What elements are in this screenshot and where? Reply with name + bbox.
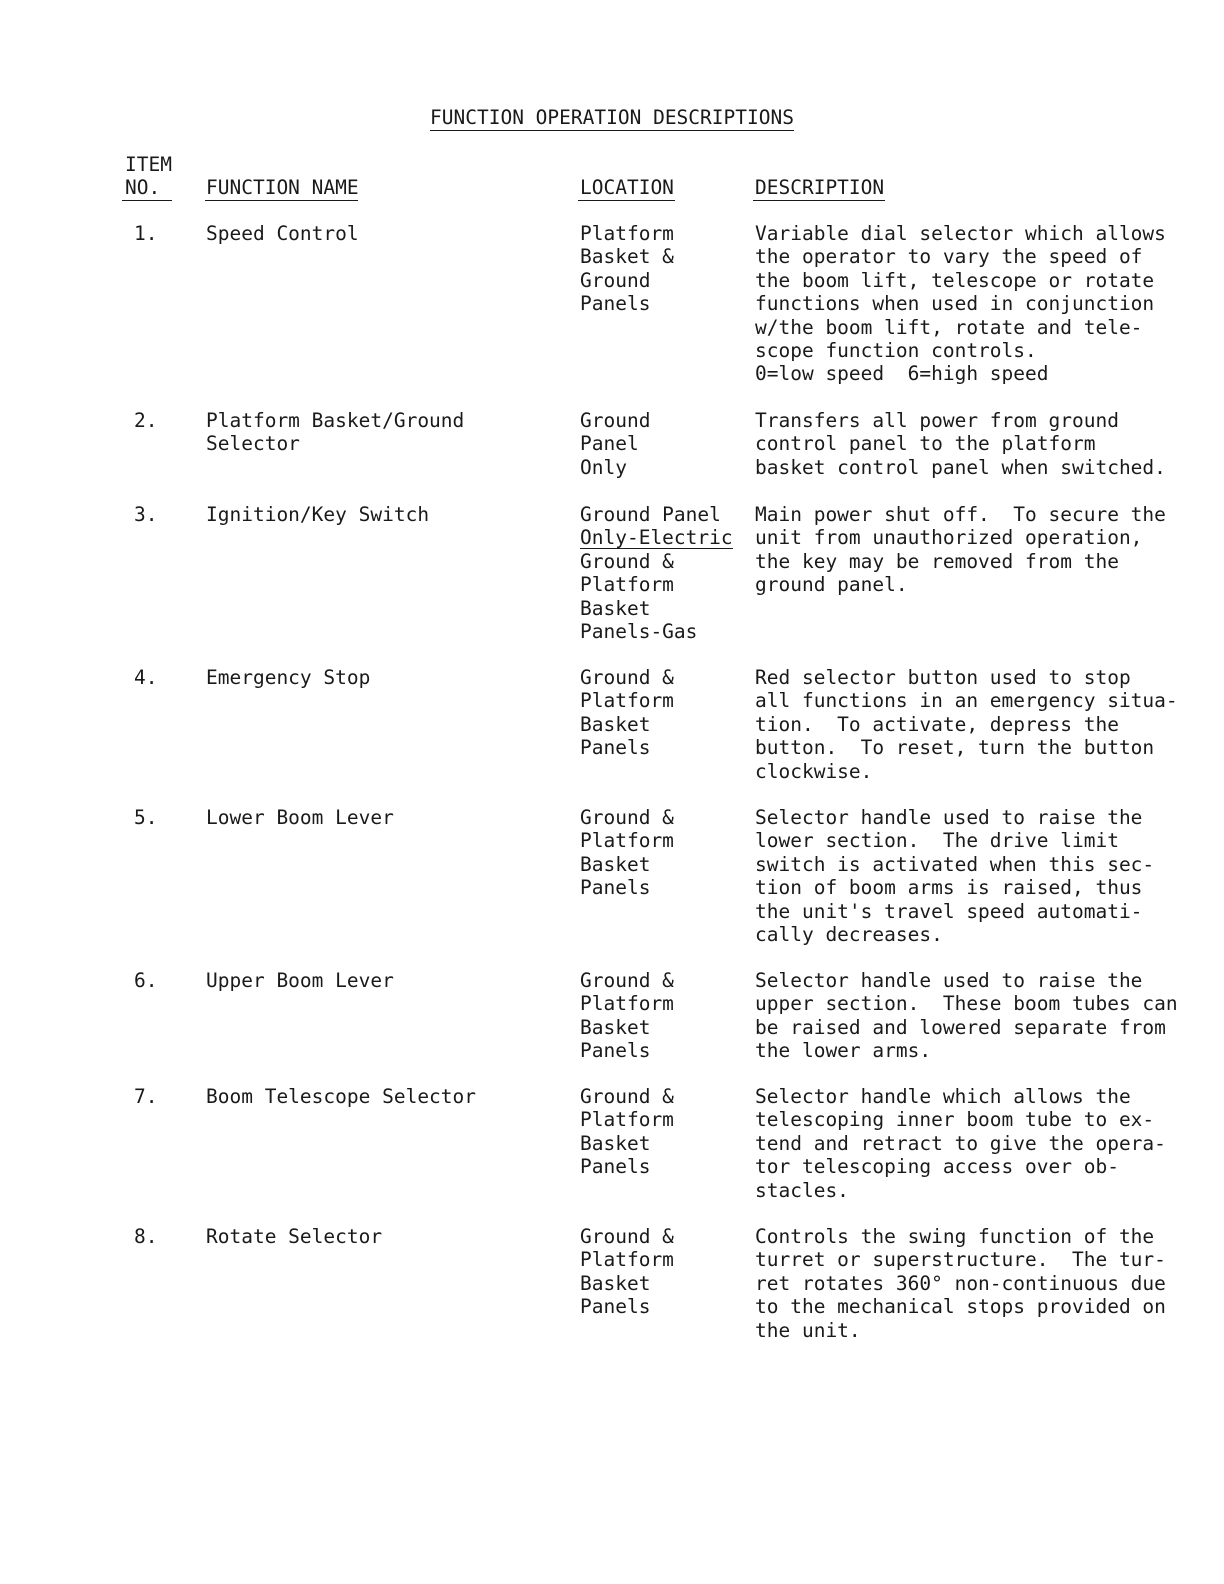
row-location (580, 222, 674, 316)
row-item-no-line: 2. (134, 409, 158, 432)
header-underline-description (753, 200, 885, 201)
row-location-line: Ground & (580, 806, 674, 829)
row-description (755, 222, 1166, 386)
row-location-line: Basket (580, 852, 651, 876)
row-location-line: Platform (580, 829, 674, 853)
row-item-no (134, 666, 157, 689)
row-item-no (134, 806, 157, 829)
row-location-line: Platform (580, 1108, 674, 1132)
row-description-line: telescoping inner boom tube to ex- (755, 1108, 1155, 1132)
row-location-line: Ground & (580, 1085, 674, 1108)
row-function-name (206, 1085, 476, 1108)
row-location-line: Basket (580, 1131, 651, 1155)
row-description-line: Selector handle used to raise the (755, 969, 1143, 992)
row-location (580, 1225, 674, 1319)
header-description: DESCRIPTION (755, 176, 885, 199)
row-description-line: to the mechanical stops provided on (755, 1295, 1166, 1319)
row-location-line: Platform (580, 222, 674, 245)
row-item-no (134, 1085, 157, 1108)
row-location-line: Panels (580, 876, 651, 900)
row-location-line: Ground Panel (580, 503, 721, 526)
row-location-line: Basket (580, 596, 651, 620)
row-location-line: Ground & (580, 1225, 674, 1248)
row-description-line: the lower arms. (755, 1039, 932, 1063)
row-location-line: Panels (580, 1039, 651, 1063)
header-item: ITEM (125, 153, 172, 176)
row-location (580, 969, 674, 1063)
row-function-name-line: Selector (206, 432, 300, 456)
row-location-line: Platform (580, 689, 674, 713)
row-description-line: Controls the swing function of the (755, 1225, 1155, 1248)
row-location-line: Panels (580, 1295, 651, 1319)
row-function-name (206, 806, 394, 829)
row-location-line: Ground & (580, 969, 674, 992)
header-location: LOCATION (580, 176, 674, 199)
row-location-line: Basket (580, 712, 651, 736)
row-location-line: Platform (580, 573, 674, 597)
row-description-line: tend and retract to give the opera- (755, 1131, 1166, 1155)
row-location-line: Panels (580, 1155, 651, 1179)
row-function-name (206, 969, 394, 992)
row-location-line: Basket & (580, 245, 674, 269)
row-location-line: Basket (580, 1015, 651, 1039)
row-description-line: button. To reset, turn the button (755, 736, 1155, 760)
header-function-name: FUNCTION NAME (206, 176, 359, 199)
row-description (755, 1085, 1166, 1202)
row-location-line: Basket (580, 1271, 651, 1295)
row-description-line: 0=low speed 6=high speed (755, 362, 1049, 386)
row-description-line: the boom lift, telescope or rotate (755, 268, 1155, 292)
underlined-text: Only-Electric (580, 526, 733, 550)
row-location (580, 1085, 674, 1179)
row-item-no-line: 5. (134, 806, 158, 829)
header-no: NO. (125, 176, 161, 199)
row-description-line: lower section. The drive limit (755, 829, 1119, 853)
row-function-name (206, 409, 464, 456)
row-location-line (580, 526, 733, 549)
row-item-no (134, 969, 157, 992)
row-description-line: cally decreases. (755, 923, 943, 947)
row-function-name-line: Upper Boom Lever (206, 969, 394, 992)
row-description (755, 666, 1178, 783)
row-item-no-line: 8. (134, 1225, 158, 1248)
row-location (580, 409, 650, 479)
row-function-name (206, 503, 429, 526)
row-location-line: Platform (580, 1248, 674, 1272)
row-function-name-line: Emergency Stop (206, 666, 371, 689)
row-description (755, 409, 1166, 479)
row-description-line: the operator to vary the speed of (755, 245, 1143, 269)
row-description-line: tor telescoping access over ob- (755, 1155, 1119, 1179)
page-title: FUNCTION OPERATION DESCRIPTIONS (430, 106, 794, 129)
row-item-no-line: 6. (134, 969, 158, 992)
row-function-name-line: Ignition/Key Switch (206, 503, 430, 526)
row-description-line: the key may be removed from the (755, 549, 1119, 573)
row-description-line: unit from unauthorized operation, (755, 526, 1143, 550)
row-location-line: Panels-Gas (580, 620, 698, 644)
row-description-line: Red selector button used to stop (755, 666, 1131, 689)
row-item-no-line: 3. (134, 503, 158, 526)
row-item-no (134, 1225, 157, 1248)
row-item-no (134, 222, 157, 245)
row-item-no (134, 503, 157, 526)
header-underline-no (122, 200, 172, 201)
row-description-line: w/the boom lift, rotate and tele- (755, 315, 1143, 339)
row-description-line: tion. To activate, depress the (755, 712, 1119, 736)
row-function-name-line: Lower Boom Lever (206, 806, 394, 829)
row-function-name-line: Platform Basket/Ground (206, 409, 465, 432)
row-item-no-line: 1. (134, 222, 158, 245)
row-description-line: ret rotates 360° non-continuous due (755, 1271, 1166, 1295)
row-function-name (206, 666, 370, 689)
row-description-line: upper section. These boom tubes can (755, 992, 1178, 1016)
row-description (755, 969, 1178, 1063)
row-description-line: Main power shut off. To secure the (755, 503, 1166, 526)
row-item-no-line: 7. (134, 1085, 158, 1108)
row-location-line: Ground (580, 268, 651, 292)
row-item-no-line: 4. (134, 666, 158, 689)
row-description-line: clockwise. (755, 759, 873, 783)
row-function-name-line: Rotate Selector (206, 1225, 383, 1248)
row-description-line: ground panel. (755, 573, 908, 597)
row-description-line: functions when used in conjunction (755, 292, 1155, 316)
row-function-name (206, 1225, 382, 1248)
row-description-line: the unit's travel speed automati- (755, 899, 1143, 923)
row-location-line: Only (580, 455, 627, 479)
row-description-line: stacles. (755, 1178, 849, 1202)
row-description-line: Selector handle which allows the (755, 1085, 1131, 1108)
row-description-line: Transfers all power from ground (755, 409, 1119, 432)
row-description-line: tion of boom arms is raised, thus (755, 876, 1143, 900)
row-description-line: all functions in an emergency situa- (755, 689, 1178, 713)
row-location-line: Ground & (580, 666, 674, 689)
row-description-line: turret or superstructure. The tur- (755, 1248, 1166, 1272)
row-description (755, 1225, 1166, 1342)
row-location-line: Panel (580, 432, 639, 456)
header-underline-function (205, 200, 358, 201)
row-description-line: Selector handle used to raise the (755, 806, 1143, 829)
row-location-line: Ground (580, 409, 651, 432)
row-location (580, 806, 674, 900)
row-location (580, 503, 733, 643)
row-location (580, 666, 674, 760)
row-description-line: Variable dial selector which allows (755, 222, 1166, 245)
row-description-line: basket control panel when switched. (755, 455, 1166, 479)
row-description (755, 806, 1154, 946)
row-item-no (134, 409, 157, 432)
row-location-line: Panels (580, 292, 651, 316)
row-description-line: be raised and lowered separate from (755, 1015, 1166, 1039)
row-function-name-line: Speed Control (206, 222, 359, 245)
row-description-line: switch is activated when this sec- (755, 852, 1155, 876)
header-underline-location (578, 200, 675, 201)
row-description-line: control panel to the platform (755, 432, 1096, 456)
row-description (755, 503, 1166, 597)
row-location-line: Panels (580, 736, 651, 760)
row-function-name (206, 222, 359, 245)
row-function-name-line: Boom Telescope Selector (206, 1085, 477, 1108)
row-location-line: Ground & (580, 549, 674, 573)
row-description-line: scope function controls. (755, 339, 1037, 363)
row-description-line: the unit. (755, 1318, 861, 1342)
row-location-line: Platform (580, 992, 674, 1016)
